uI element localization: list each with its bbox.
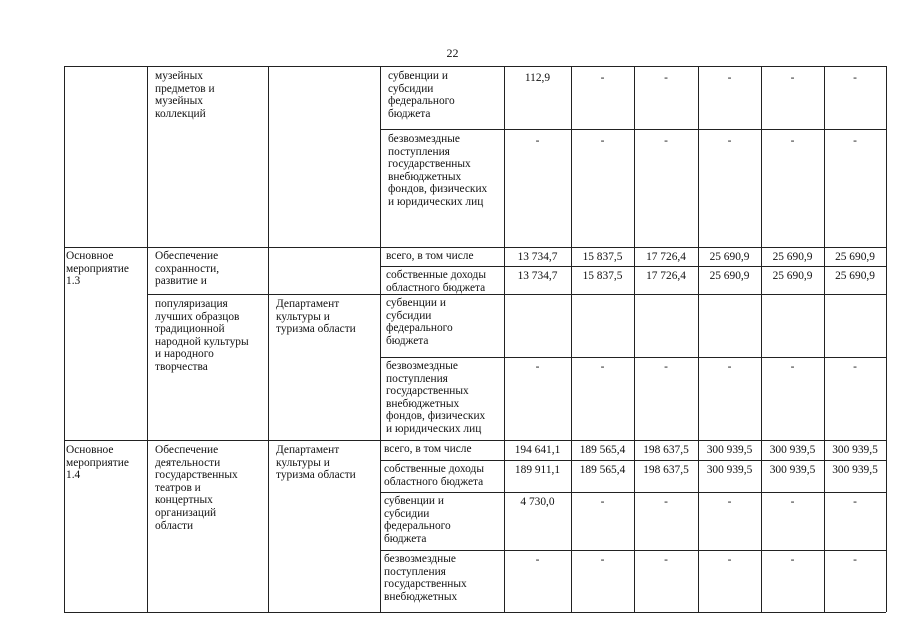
grid-line <box>380 266 886 267</box>
value-cell: 300 939,5 <box>832 464 878 476</box>
value-cell: 25 690,9 <box>709 270 750 282</box>
value-cell: - <box>600 72 605 84</box>
funding-source-label: собственные доходы областного бюджета <box>386 269 486 294</box>
grid-line <box>380 357 886 358</box>
value-cell: 17 726,4 <box>646 251 686 263</box>
value-cell: - <box>664 72 668 84</box>
grid-line <box>698 66 699 247</box>
grid-line <box>64 247 886 248</box>
value-cell: - <box>790 135 795 147</box>
value-cell: 13 734,7 <box>517 270 558 282</box>
value-cell: - <box>600 135 605 147</box>
value-cell: 198 637,5 <box>643 444 689 456</box>
grid-line <box>380 129 886 130</box>
value-cell: - <box>727 361 732 373</box>
value-cell: 189 911,1 <box>514 464 561 476</box>
value-cell: 300 939,5 <box>706 464 753 476</box>
value-cell: 300 939,5 <box>832 444 878 456</box>
executor-cell: Департамент культуры и туризма области <box>276 298 356 336</box>
grid-line <box>380 66 381 247</box>
grid-line <box>380 460 886 461</box>
value-cell: 300 939,5 <box>769 464 816 476</box>
value-cell: 25 690,9 <box>835 251 875 263</box>
value-cell: 189 565,4 <box>579 464 626 476</box>
grid-line <box>147 66 148 247</box>
value-cell: 300 939,5 <box>706 444 753 456</box>
value-cell: - <box>727 72 732 84</box>
value-cell: - <box>664 554 668 566</box>
value-cell: - <box>790 361 795 373</box>
funding-source-label: всего, в том числе <box>386 250 474 262</box>
funding-source-label: субвенции и субсидии федерального бюджета <box>384 495 451 545</box>
value-cell: - <box>535 554 540 566</box>
value-cell: 189 565,4 <box>579 444 626 456</box>
table-top-border <box>64 66 886 67</box>
grid-line <box>504 66 505 247</box>
value-cell: - <box>853 135 857 147</box>
funding-source-label: безвозмездные поступления государственных внебюджетных фондов, физических и юридических лиц <box>386 360 486 435</box>
measure-code-cell: Основное мероприятие 1.3 <box>66 250 129 288</box>
value-cell: - <box>535 361 540 373</box>
value-cell: 194 641,1 <box>514 444 561 456</box>
value-cell: - <box>853 496 857 508</box>
grid-line <box>268 66 269 247</box>
value-cell: - <box>853 361 857 373</box>
value-cell: 15 837,5 <box>582 270 623 282</box>
funding-source-label: безвозмездные поступления государственных внебюджетных фондов, физических и юридических лиц <box>388 133 488 208</box>
value-cell: - <box>790 72 795 84</box>
value-cell: - <box>600 361 605 373</box>
funding-source-label: субвенции и субсидии федерального бюджета <box>388 70 455 120</box>
funding-source-label: всего, в том числе <box>384 443 472 455</box>
value-cell: 15 837,5 <box>582 251 623 263</box>
value-cell: - <box>790 554 795 566</box>
value-cell: 25 690,9 <box>709 251 750 263</box>
grid-line <box>761 66 762 247</box>
value-cell: - <box>853 72 857 84</box>
grid-line <box>268 440 269 612</box>
value-cell: - <box>853 554 857 566</box>
value-cell: - <box>727 135 732 147</box>
grid-line <box>64 440 886 441</box>
value-cell: - <box>790 496 795 508</box>
value-cell: - <box>727 554 732 566</box>
value-cell: - <box>535 135 540 147</box>
value-cell: 198 637,5 <box>643 464 689 476</box>
value-cell: 25 690,9 <box>772 270 813 282</box>
measure-code-cell: Основное мероприятие 1.4 <box>66 444 129 482</box>
executor-cell: Департамент культуры и туризма области <box>276 444 356 482</box>
grid-line <box>571 66 572 247</box>
value-cell: 17 726,4 <box>646 270 686 282</box>
value-cell: 112,9 <box>524 72 551 84</box>
value-cell: - <box>664 496 668 508</box>
value-cell: - <box>727 496 732 508</box>
value-cell: - <box>600 496 605 508</box>
value-cell: 25 690,9 <box>772 251 813 263</box>
grid-line <box>886 66 887 247</box>
table-left-border <box>64 66 65 612</box>
grid-line <box>634 66 635 247</box>
measure-name-cell: Обеспечение деятельности государственных театров и концертных организаций области <box>155 444 238 532</box>
grid-line <box>824 66 825 247</box>
funding-source-label: собственные доходы областного бюджета <box>384 463 484 488</box>
funding-source-label: безвозмездные поступления государственных внебюджетных <box>384 553 467 603</box>
value-cell: - <box>664 361 668 373</box>
grid-line <box>886 440 887 612</box>
value-cell: 13 734,7 <box>517 251 558 263</box>
grid-line <box>886 247 887 440</box>
grid-line <box>380 247 381 440</box>
value-cell: 4 730,0 <box>520 496 555 508</box>
measure-name-cell: музейных предметов и музейных коллекций <box>155 70 215 120</box>
measure-name-cell: Обеспечение сохранности, развитие и <box>155 250 220 288</box>
grid-line <box>380 550 886 551</box>
grid-line <box>380 492 886 493</box>
table-bottom-border <box>64 612 886 613</box>
value-cell: - <box>600 554 605 566</box>
value-cell: 25 690,9 <box>835 270 875 282</box>
value-cell: 300 939,5 <box>769 444 816 456</box>
funding-source-label: субвенции и субсидии федерального бюджета <box>386 297 453 347</box>
measure-name-cell: популяризация лучших образцов традиционной народной культуры и народного творчества <box>155 298 249 373</box>
page-number: 22 <box>446 46 459 60</box>
value-cell: - <box>664 135 668 147</box>
grid-line <box>147 294 886 295</box>
